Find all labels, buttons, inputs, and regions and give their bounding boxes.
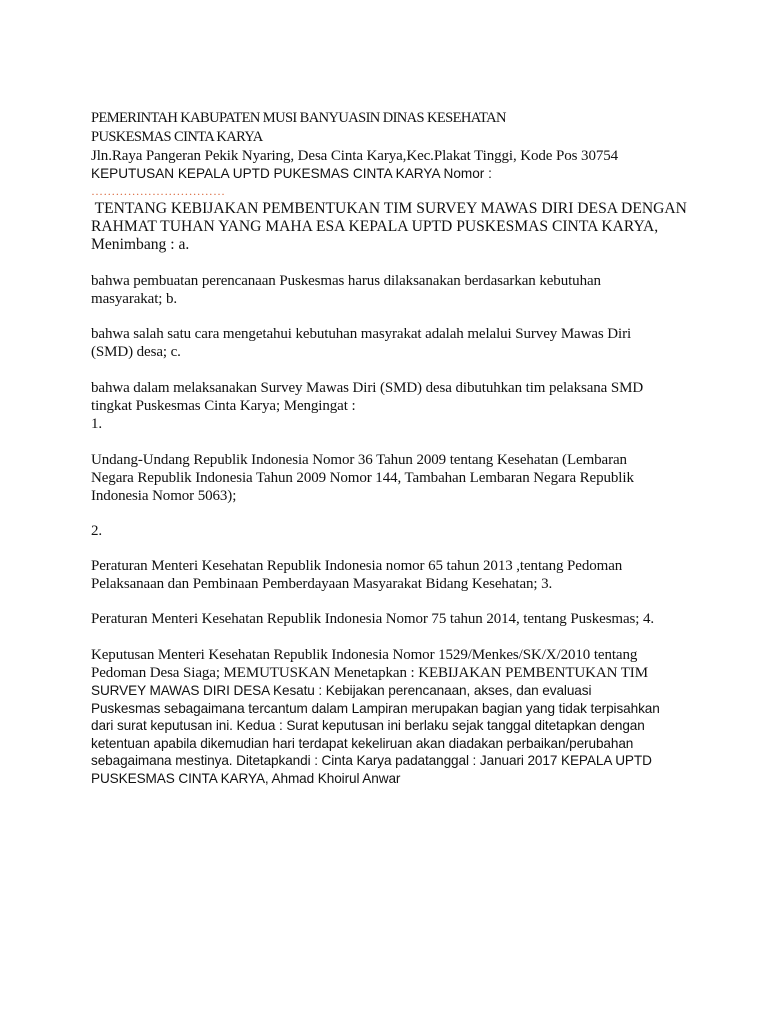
menimbang-c	[91, 379, 691, 433]
menimbang-c-line-1: bahwa dalam melaksanakan Survey Mawas Diri (SMD) desa dibutuhkan tim pelaksana SMD	[91, 380, 644, 396]
tentang-block	[91, 200, 691, 254]
mengingat-4-line-3: SURVEY MAWAS DIRI DESA Kesatu : Kebijakan perencanaan, akses, dan evaluasi	[91, 683, 592, 698]
menimbang-b-line-1: bahwa salah satu cara mengetahui kebutuhan masyrakat adalah melalui Survey Mawas Diri	[91, 326, 632, 342]
mengingat-4-line-7: sebagaimana mestinya. Ditetapkandi : Cinta Karya padatanggal : Januari 2017 KEPALA UPTD	[91, 753, 652, 768]
mengingat-4-line-6: ketentuan apabila dikemudian hari terdapat kekeliruan akan diadakan perbaikan/perubahan	[91, 735, 634, 751]
menimbang-b	[91, 325, 691, 361]
header-address: Jln.Raya Pangeran Pekik Nyaring, Desa Cinta Karya,Kec.Plakat Tinggi, Kode Pos 30754	[91, 148, 619, 164]
menimbang-c-line-2: tingkat Puskesmas Cinta Karya; Mengingat :	[91, 398, 356, 414]
mengingat-4-line-2: Pedoman Desa Siaga; MEMUTUSKAN Menetapkan : KEBIJAKAN PEMBENTUKAN TIM	[91, 665, 648, 681]
mengingat-item-2	[91, 557, 691, 593]
mengingat-2-line-1: Peraturan Menteri Kesehatan Republik Indonesia nomor 65 tahun 2013 ,tentang Pedoman	[91, 558, 623, 574]
tentang-line-2: RAHMAT TUHAN YANG MAHA ESA KEPALA UPTD PUSKESMAS CINTA KARYA,	[91, 218, 659, 235]
mengingat-item-4	[91, 646, 691, 787]
mengingat-item-1	[91, 451, 691, 505]
mengingat-4-line-1: Keputusan Menteri Kesehatan Republik Indonesia Nomor 1529/Menkes/SK/X/2010 tentang	[91, 647, 638, 663]
mengingat-4-line-5: dari surat keputusan ini. Kedua : Surat keputusan ini berlaku sejak tanggal ditetapkan dengan	[91, 718, 645, 733]
mengingat-1-line-2: Negara Republik Indonesia Tahun 2009 Nomor 144, Tambahan Lembaran Negara Republik	[91, 470, 634, 486]
header-line-1: PEMERINTAH KABUPATEN MUSI BANYUASIN DINAS KESEHATAN	[91, 110, 506, 126]
mengingat-1-line-3: Indonesia Nomor 5063);	[91, 488, 237, 504]
tentang-line-1: TENTANG KEBIJAKAN PEMBENTUKAN TIM SURVEY MAWAS DIRI DESA DENGAN	[91, 200, 687, 217]
mengingat-2-line-2: Pelaksanaan dan Pembinaan Pemberdayaan Masyarakat Bidang Kesehatan; 3.	[91, 576, 553, 592]
menimbang-c-line-3: 1.	[91, 416, 103, 432]
tentang-line-3: Menimbang : a.	[91, 236, 190, 253]
nomor-dots: ……………………………	[91, 184, 226, 198]
mengingat-1-line-1: Undang-Undang Republik Indonesia Nomor 36 Tahun 2009 tentang Kesehatan (Lembaran	[91, 452, 627, 468]
mengingat-4-line-4: Puskesmas sebagaimana tercantum dalam Lampiran merupakan bagian yang tidak terpisahkan	[91, 700, 660, 716]
header-keputusan: KEPUTUSAN KEPALA UPTD PUKESMAS CINTA KARYA Nomor :	[91, 166, 492, 181]
mengingat-4-line-8: PUSKESMAS CINTA KARYA, Ahmad Khoirul Anwar	[91, 770, 401, 786]
header-line-2: PUSKESMAS CINTA KARYA	[91, 129, 263, 145]
menimbang-b-line-2: (SMD) desa; c.	[91, 344, 181, 360]
mengingat-item-3: Peraturan Menteri Kesehatan Republik Indonesia Nomor 75 tahun 2014, tentang Puskesmas; 4.	[91, 611, 655, 627]
menimbang-a	[91, 272, 691, 308]
mengingat-number-2: 2.	[91, 523, 103, 539]
menimbang-a-line-2: masyarakat; b.	[91, 291, 178, 307]
menimbang-a-line-1: bahwa pembuatan perencanaan Puskesmas harus dilaksanakan berdasarkan kebutuhan	[91, 273, 601, 289]
